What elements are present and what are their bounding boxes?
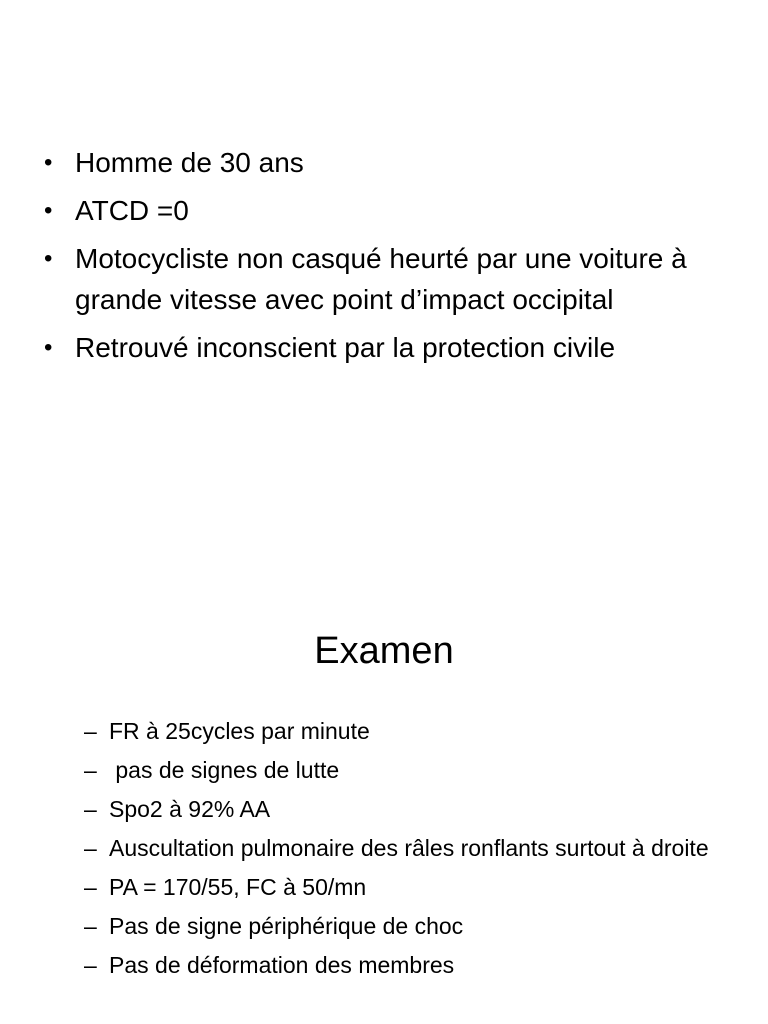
exam-item-list (84, 714, 734, 987)
bullet-marker: • (44, 334, 53, 361)
bullet-marker: • (44, 197, 53, 224)
exam-item-spo2 (84, 792, 734, 826)
bullet-marker: • (44, 245, 53, 272)
slide-title: Examen (314, 630, 454, 672)
exam-item-text: PA = 170/55, FC à 50/mn (109, 874, 367, 900)
history-bullet-list (42, 142, 732, 375)
bullet-text: Retrouvé inconscient par la protection civile (75, 332, 616, 363)
bullet-marker: • (44, 149, 53, 176)
exam-item-no-deformity (84, 948, 734, 982)
exam-item-no-shock (84, 909, 734, 943)
exam-item-text: Auscultation pulmonaire des râles ronflants surtout à droite (109, 835, 709, 861)
bullet-item-found (42, 327, 732, 368)
exam-item-respiratory-rate (84, 714, 734, 748)
dash-marker: – (84, 796, 97, 822)
dash-marker: – (84, 718, 97, 744)
bullet-text: Homme de 30 ans (75, 147, 304, 178)
slide-exam (0, 512, 768, 1024)
dash-marker: – (84, 835, 97, 861)
bullet-text: Motocycliste non casqué heurté par une voiture à grande vitesse avec point d’impact occipital (75, 243, 687, 315)
dash-marker: – (84, 757, 97, 783)
exam-item-blood-pressure (84, 870, 734, 904)
exam-item-auscultation (84, 831, 734, 865)
dash-marker: – (84, 874, 97, 900)
exam-item-text: Pas de déformation des membres (109, 952, 455, 978)
exam-item-text: Pas de signe périphérique de choc (109, 913, 464, 939)
bullet-item-history (42, 190, 732, 231)
bullet-text: ATCD =0 (75, 195, 189, 226)
dash-marker: – (84, 913, 97, 939)
exam-item-text: FR à 25cycles par minute (109, 718, 370, 744)
exam-item-text: pas de signes de lutte (109, 757, 340, 783)
exam-item-no-distress (84, 753, 734, 787)
bullet-item-age (42, 142, 732, 183)
dash-marker: – (84, 952, 97, 978)
bullet-item-mechanism (42, 238, 732, 320)
exam-item-text: Spo2 à 92% AA (109, 796, 271, 822)
